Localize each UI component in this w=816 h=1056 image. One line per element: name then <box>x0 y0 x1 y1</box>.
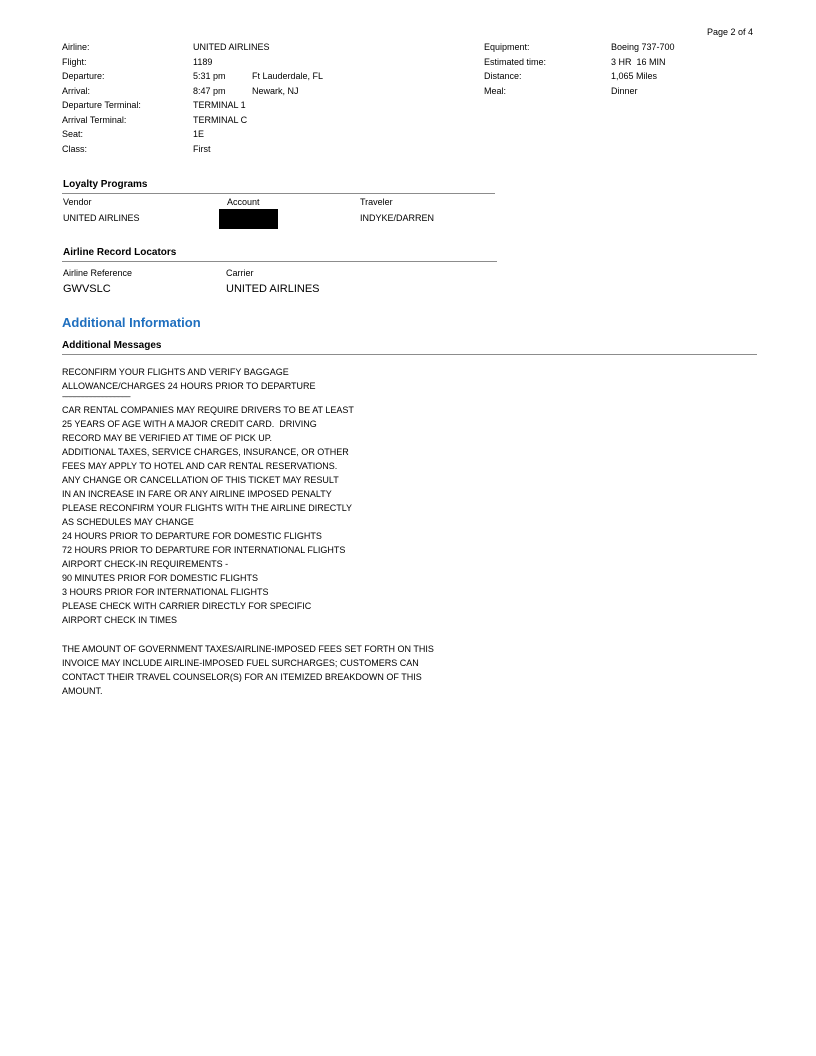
disclaimer-block <box>62 642 434 698</box>
arrival-label: Arrival: <box>62 86 91 96</box>
record-locators-divider <box>62 261 497 262</box>
loyalty-header-vendor: Vendor <box>63 197 92 207</box>
equipment-label: Equipment: <box>484 42 530 52</box>
airline-value: UNITED AIRLINES <box>193 42 270 52</box>
flight-value: 1189 <box>193 57 213 67</box>
flight-label: Flight: <box>62 57 87 67</box>
locator-carrier: UNITED AIRLINES <box>226 283 320 295</box>
arrival-terminal-value: TERMINAL C <box>193 115 248 125</box>
message-line: FEES MAY APPLY TO HOTEL AND CAR RENTAL RESERVATIONS. <box>62 461 338 471</box>
loyalty-header-account: Account <box>227 197 260 207</box>
departure-city: Ft Lauderdale, FL <box>252 71 324 81</box>
message-line: RECORD MAY BE VERIFIED AT TIME OF PICK UP. <box>62 433 273 443</box>
message-line: AS SCHEDULES MAY CHANGE <box>62 517 194 527</box>
locator-header-carrier: Carrier <box>226 268 254 278</box>
disclaimer-line: THE AMOUNT OF GOVERNMENT TAXES/AIRLINE-IMPOSED FEES SET FORTH ON THIS <box>62 644 434 654</box>
message-line: ALLOWANCE/CHARGES 24 HOURS PRIOR TO DEPARTURE <box>62 381 316 391</box>
arrival-city: Newark, NJ <box>252 86 299 96</box>
message-line: CAR RENTAL COMPANIES MAY REQUIRE DRIVERS TO BE AT LEAST <box>62 405 354 415</box>
loyalty-programs-title: Loyalty Programs <box>63 179 148 190</box>
message-separator: --------------------------------------------------- <box>62 394 130 401</box>
loyalty-traveler: INDYKE/DARREN <box>360 213 435 223</box>
page-indicator: Page 2 of 4 <box>707 27 754 37</box>
additional-messages-divider <box>62 354 757 355</box>
record-locators-title: Airline Record Locators <box>63 247 177 258</box>
message-line: RECONFIRM YOUR FLIGHTS AND VERIFY BAGGAGE <box>62 367 289 377</box>
disclaimer-line: CONTACT THEIR TRAVEL COUNSELOR(S) FOR AN ITEMIZED BREAKDOWN OF THIS <box>62 672 422 682</box>
loyalty-header-traveler: Traveler <box>360 197 393 207</box>
additional-information-title: Additional Information <box>62 315 201 330</box>
distance-label: Distance: <box>484 71 522 81</box>
estimated-time-value: 3 HR 16 MIN <box>611 57 666 67</box>
meal-value: Dinner <box>611 86 638 96</box>
departure-terminal-label: Departure Terminal: <box>62 100 141 110</box>
message-line: ADDITIONAL TAXES, SERVICE CHARGES, INSURANCE, OR OTHER <box>62 447 349 457</box>
disclaimer-line: AMOUNT. <box>62 686 103 696</box>
message-line: 24 HOURS PRIOR TO DEPARTURE FOR DOMESTIC FLIGHTS <box>62 531 322 541</box>
estimated-time-label: Estimated time: <box>484 57 547 67</box>
departure-label: Departure: <box>62 71 105 81</box>
message-line: PLEASE RECONFIRM YOUR FLIGHTS WITH THE AIRLINE DIRECTLY <box>62 503 353 513</box>
meal-label: Meal: <box>484 86 507 96</box>
arrival-time: 8:47 pm <box>193 86 226 96</box>
message-line: ANY CHANGE OR CANCELLATION OF THIS TICKET MAY RESULT <box>62 475 339 485</box>
message-line: 25 YEARS OF AGE WITH A MAJOR CREDIT CARD. DRIVING <box>62 419 317 429</box>
redacted-account <box>219 209 278 229</box>
airline-label: Airline: <box>62 42 90 52</box>
message-line: PLEASE CHECK WITH CARRIER DIRECTLY FOR SPECIFIC <box>62 601 312 611</box>
message-line: AIRPORT CHECK IN TIMES <box>62 615 178 625</box>
equipment-value: Boeing 737-700 <box>611 42 675 52</box>
loyalty-divider <box>62 193 495 194</box>
locator-header-reference: Airline Reference <box>63 268 133 278</box>
additional-messages-title: Additional Messages <box>62 340 162 351</box>
locator-reference: GWVSLC <box>63 283 111 295</box>
disclaimer-line: INVOICE MAY INCLUDE AIRLINE-IMPOSED FUEL SURCHARGES; CUSTOMERS CAN <box>62 658 419 668</box>
seat-value: 1E <box>193 129 205 139</box>
message-line: 90 MINUTES PRIOR FOR DOMESTIC FLIGHTS <box>62 573 259 583</box>
distance-value: 1,065 Miles <box>611 71 658 81</box>
message-line: 72 HOURS PRIOR TO DEPARTURE FOR INTERNATIONAL FLIGHTS <box>62 545 346 555</box>
messages-block <box>62 365 354 627</box>
departure-terminal-value: TERMINAL 1 <box>193 100 246 110</box>
arrival-terminal-label: Arrival Terminal: <box>62 115 127 125</box>
departure-time: 5:31 pm <box>193 71 226 81</box>
class-value: First <box>193 144 211 154</box>
message-line: IN AN INCREASE IN FARE OR ANY AIRLINE IMPOSED PENALTY <box>62 489 332 499</box>
message-line: 3 HOURS PRIOR FOR INTERNATIONAL FLIGHTS <box>62 587 269 597</box>
seat-label: Seat: <box>62 129 84 139</box>
loyalty-vendor: UNITED AIRLINES <box>63 213 140 223</box>
message-line: AIRPORT CHECK-IN REQUIREMENTS - <box>62 559 229 569</box>
class-label: Class: <box>62 144 88 154</box>
